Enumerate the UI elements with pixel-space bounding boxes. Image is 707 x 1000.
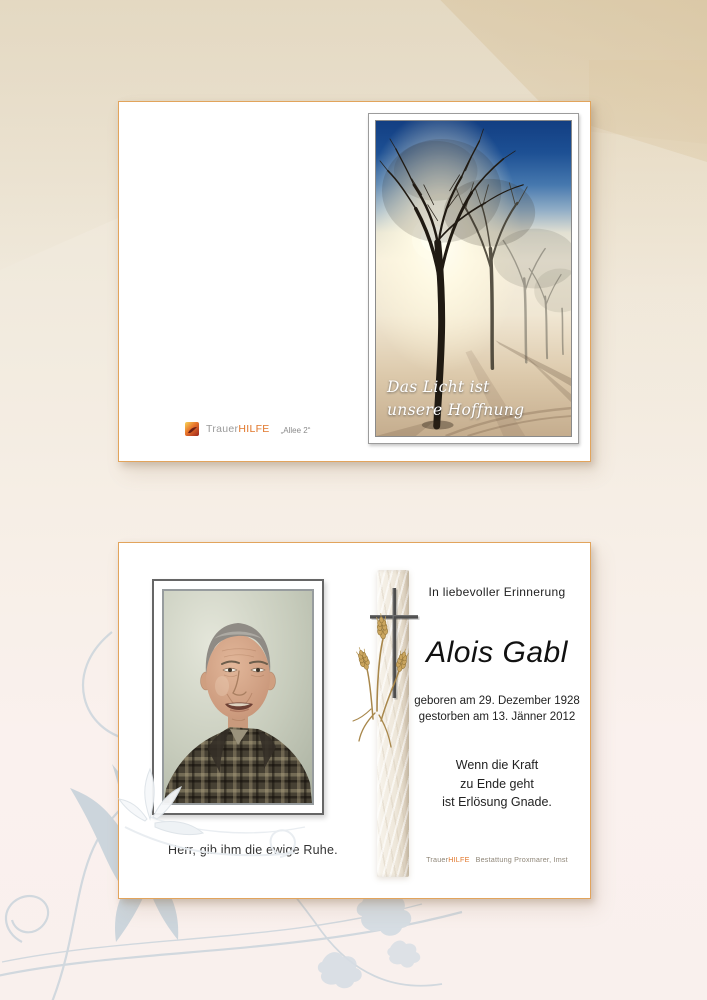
- verse-line3: ist Erlösung Gnade.: [442, 795, 552, 809]
- cross-and-wheat-group: [347, 581, 431, 786]
- memorial-verse: [409, 756, 585, 812]
- caption-line1: Das Licht ist: [387, 377, 490, 396]
- brand-suffix: HILFE: [238, 423, 270, 435]
- verse-line2: zu Ende geht: [460, 776, 534, 791]
- tulip-flourish-icon: [95, 757, 315, 897]
- caption-line2: unsere Hoffnung: [387, 400, 525, 419]
- winter-photo-frame: [368, 113, 579, 444]
- background-tan-right: [589, 60, 707, 490]
- memorial-card-outer-side: [118, 101, 591, 462]
- wheat-icon: [353, 613, 410, 747]
- footer-brand-prefix: Trauer: [426, 855, 449, 864]
- brand-text: [206, 423, 270, 435]
- memorial-header: In liebevoller Erinnerung: [428, 585, 566, 599]
- death-line: gestorben am 13. Jänner 2012: [418, 711, 576, 723]
- deceased-name: Alois Gabl: [426, 636, 568, 669]
- winter-trees-photo: [375, 120, 572, 437]
- birth-line: geboren am 29. Dezember 1928: [414, 695, 580, 707]
- publisher-footer: [409, 855, 585, 864]
- verse-line1: Wenn die Kraft: [455, 758, 539, 772]
- life-dates: [409, 693, 585, 725]
- motif-label: „Allee 2“: [280, 425, 311, 435]
- footer-publisher: Bestattung Proxmarer, Imst: [475, 855, 568, 864]
- brand-prefix: Trauer: [206, 423, 239, 435]
- footer-brand-suffix: HILFE: [448, 855, 470, 864]
- memorial-text-column: [409, 543, 585, 898]
- photo-caption: [387, 376, 524, 423]
- trauerhilfe-logo-icon: [185, 422, 199, 436]
- trauerhilfe-brand-row: [185, 422, 310, 436]
- dedication-text: Herr, gib ihm die ewige Ruhe.: [168, 843, 338, 857]
